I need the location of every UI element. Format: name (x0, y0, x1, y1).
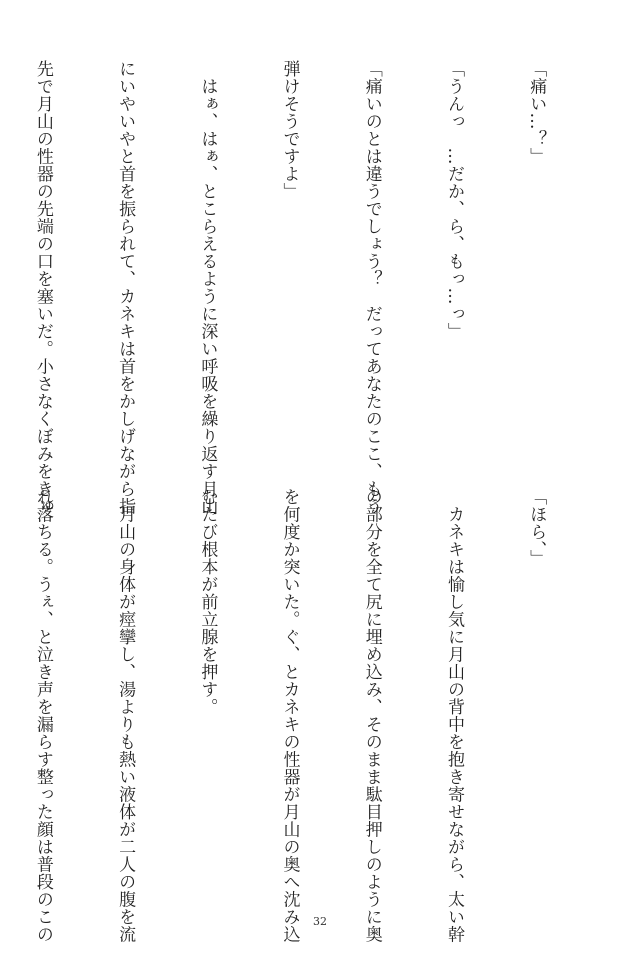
text-line: 「痛い…？」 (526, 60, 547, 165)
text-line: にいやいやと首を振られて、カネキは首をかしげながら指 (115, 60, 136, 515)
text-line: 月山の身体が痙攣し、湯よりも熱い液体が二人の腹を流 (115, 488, 136, 943)
text-line: カネキは愉し気に月山の背中を抱き寄せながら、太い幹 (443, 488, 464, 943)
text-line: 「痛いのとは違うでしょう？ だってあなたのここ、もう (361, 60, 382, 515)
text-line: 弾けそうですよ」 (279, 60, 300, 200)
text-line: 「ほら、」 (526, 488, 547, 567)
text-line: れ落ちる。うぇ、と泣き声を漏らす整った顔は普段のこの (32, 488, 53, 943)
text-line: 「うんっ …だか、ら、もっ…っ」 (443, 60, 464, 340)
text-line: むたび根本が前立腺を押す。 (197, 488, 218, 716)
text-line: の部分を全て尻に埋め込み、そのまま駄目押しのように奥 (361, 488, 382, 943)
text-line: を何度か突いた。ぐ、とカネキの性器が月山の奥へ沈み込 (279, 488, 300, 943)
text-line: 先で月山の性器の先端の口を塞いだ。小さなくぼみをきゅ (32, 60, 53, 515)
text-line: はぁ、はぁ、とこらえるように深い呼吸を繰り返す月山 (197, 60, 218, 515)
page-number: 32 (313, 915, 327, 928)
upper-text-block (32, 60, 604, 515)
